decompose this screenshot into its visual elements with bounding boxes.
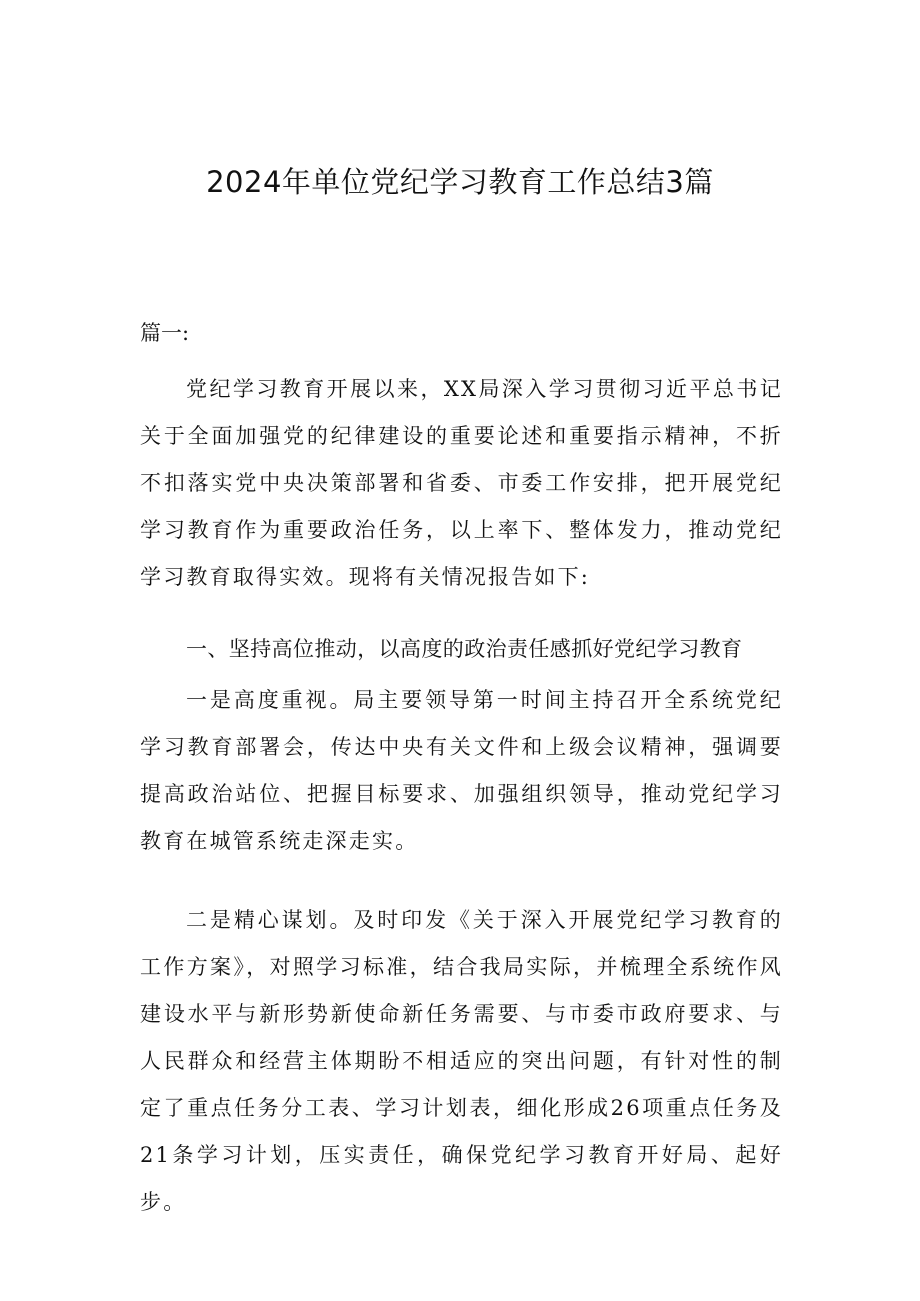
- body-paragraph: 二是精心谋划。及时印发《关于深入开展党纪学习教育的工作方案》，对照学习标准，结合我局实际，并梳理全系统作风建设水平与新形势新使命新任务需要、与市委市政府要求、与人民群众和经营主体期盼不相适应的突出问题，有针对性的制定了重点任务分工表、学习计划表，细化形成26项重点任务及21条学习计划，压实责任，确保党纪学习教育开好局、起好步。: [140, 908, 783, 1214]
- document-title: 2024年单位党纪学习教育工作总结3篇: [206, 165, 714, 199]
- body-paragraph: 一是高度重视。局主要领导第一时间主持召开全系统党纪学习教育部署会，传达中央有关文件和上级会议精神，强调要提高政治站位、把握目标要求、加强组织领导，推动党纪学习教育在城管系统走深走实。: [140, 688, 783, 853]
- section-heading: 一、坚持高位推动，以高度的政治责任感抓好党纪学习教育: [186, 637, 743, 661]
- intro-paragraph: 党纪学习教育开展以来，XX局深入学习贯彻习近平总书记关于全面加强党的纪律建设的重要论述和重要指示精神，不折不扣落实党中央决策部署和省委、市委工作安排，把开展党纪学习教育作为重要政治任务，以上率下、整体发力，推动党纪学习教育取得实效。现将有关情况报告如下:: [140, 377, 783, 589]
- section-label: 篇一:: [140, 321, 190, 345]
